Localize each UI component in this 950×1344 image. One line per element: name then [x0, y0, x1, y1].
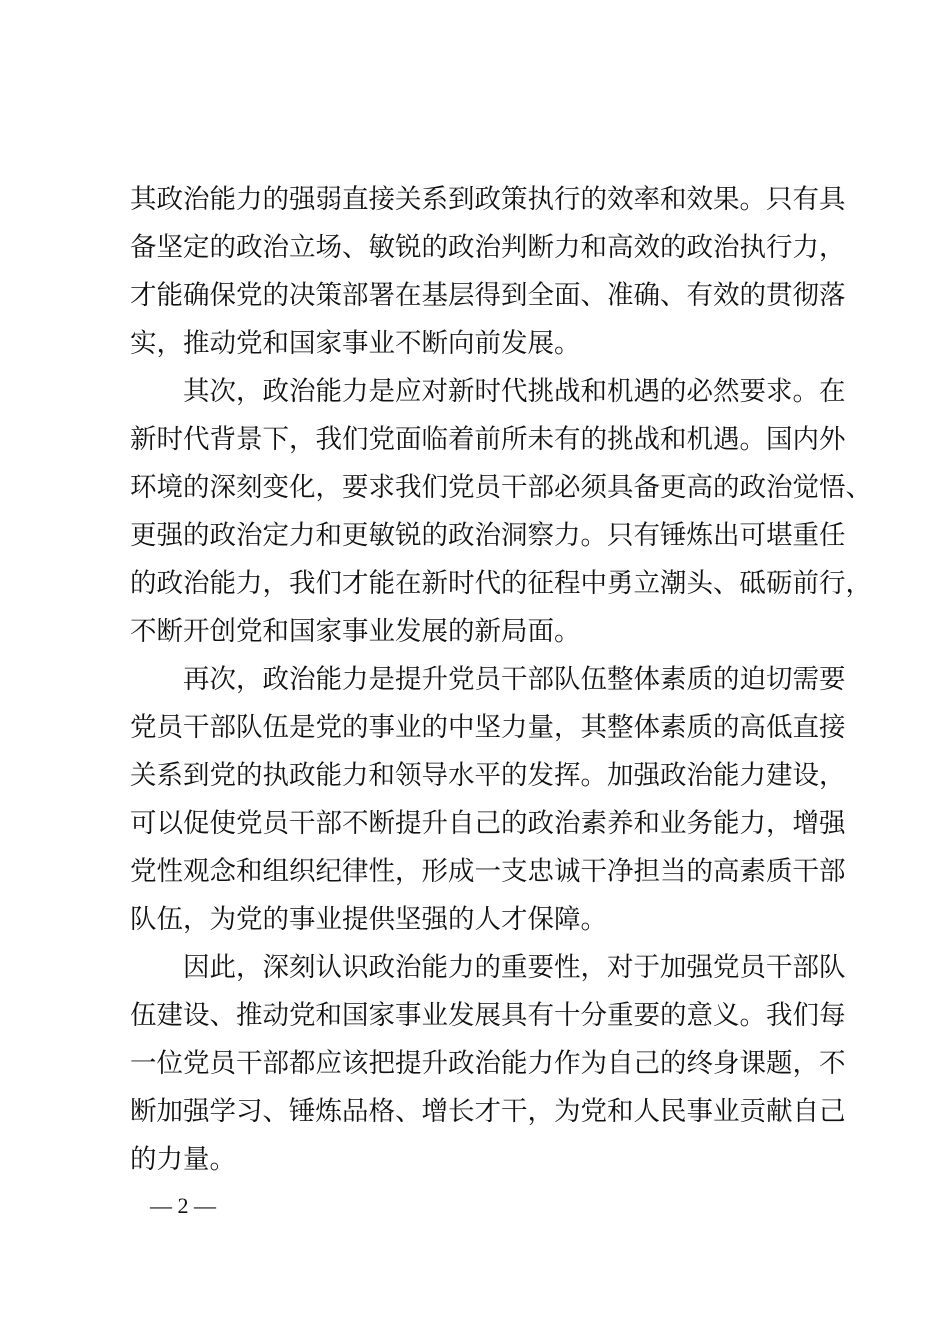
- paragraph-1-line-1: 其政治能力的强弱直接关系到政策执行的效率和效果。只有具: [130, 184, 846, 215]
- paragraph-3-line-4: 可以促使党员干部不断提升自己的政治素养和业务能力，增强: [130, 808, 846, 839]
- paragraph-2-line-5: 的政治能力，我们才能在新时代的征程中勇立潮头、砥砺前行，: [130, 568, 872, 599]
- paragraph-3-line-6: 队伍，为党的事业提供坚强的人才保障。: [130, 904, 607, 935]
- paragraph-3-line-1: 再次，政治能力是提升党员干部队伍整体素质的迫切需要: [183, 664, 846, 695]
- paragraph-4-line-3: 一位党员干部都应该把提升政治能力作为自己的终身课题，不: [130, 1048, 846, 1079]
- paragraph-4-line-5: 的力量。: [130, 1144, 236, 1175]
- paragraph-1-line-3: 才能确保党的决策部署在基层得到全面、准确、有效的贯彻落: [130, 280, 846, 311]
- paragraph-2-line-2: 新时代背景下，我们党面临着前所未有的挑战和机遇。国内外: [130, 424, 846, 455]
- paragraph-4-line-4: 断加强学习、锤炼品格、增长才干，为党和人民事业贡献自己: [130, 1096, 846, 1127]
- paragraph-2-line-4: 更强的政治定力和更敏锐的政治洞察力。只有锤炼出可堪重任: [130, 520, 846, 551]
- paragraph-4-line-2: 伍建设、推动党和国家事业发展具有十分重要的意义。我们每: [130, 1000, 846, 1031]
- page-number: — 2 —: [150, 1193, 216, 1218]
- paragraph-3-line-2: 党员干部队伍是党的事业的中坚力量，其整体素质的高低直接: [130, 712, 846, 743]
- paragraph-2-line-1: 其次，政治能力是应对新时代挑战和机遇的必然要求。在: [183, 376, 846, 407]
- paragraph-2-line-3: 环境的深刻变化，要求我们党员干部必须具备更高的政治觉悟、: [130, 472, 872, 503]
- paragraph-4-line-1: 因此，深刻认识政治能力的重要性，对于加强党员干部队: [183, 952, 846, 983]
- paragraph-1-line-4: 实，推动党和国家事业不断向前发展。: [130, 328, 581, 359]
- paragraph-2-line-6: 不断开创党和国家事业发展的新局面。: [130, 616, 581, 647]
- paragraph-3-line-3: 关系到党的执政能力和领导水平的发挥。加强政治能力建设，: [130, 760, 846, 791]
- paragraph-1-line-2: 备坚定的政治立场、敏锐的政治判断力和高效的政治执行力，: [130, 232, 846, 263]
- paragraph-3-line-5: 党性观念和组织纪律性，形成一支忠诚干净担当的高素质干部: [130, 856, 846, 887]
